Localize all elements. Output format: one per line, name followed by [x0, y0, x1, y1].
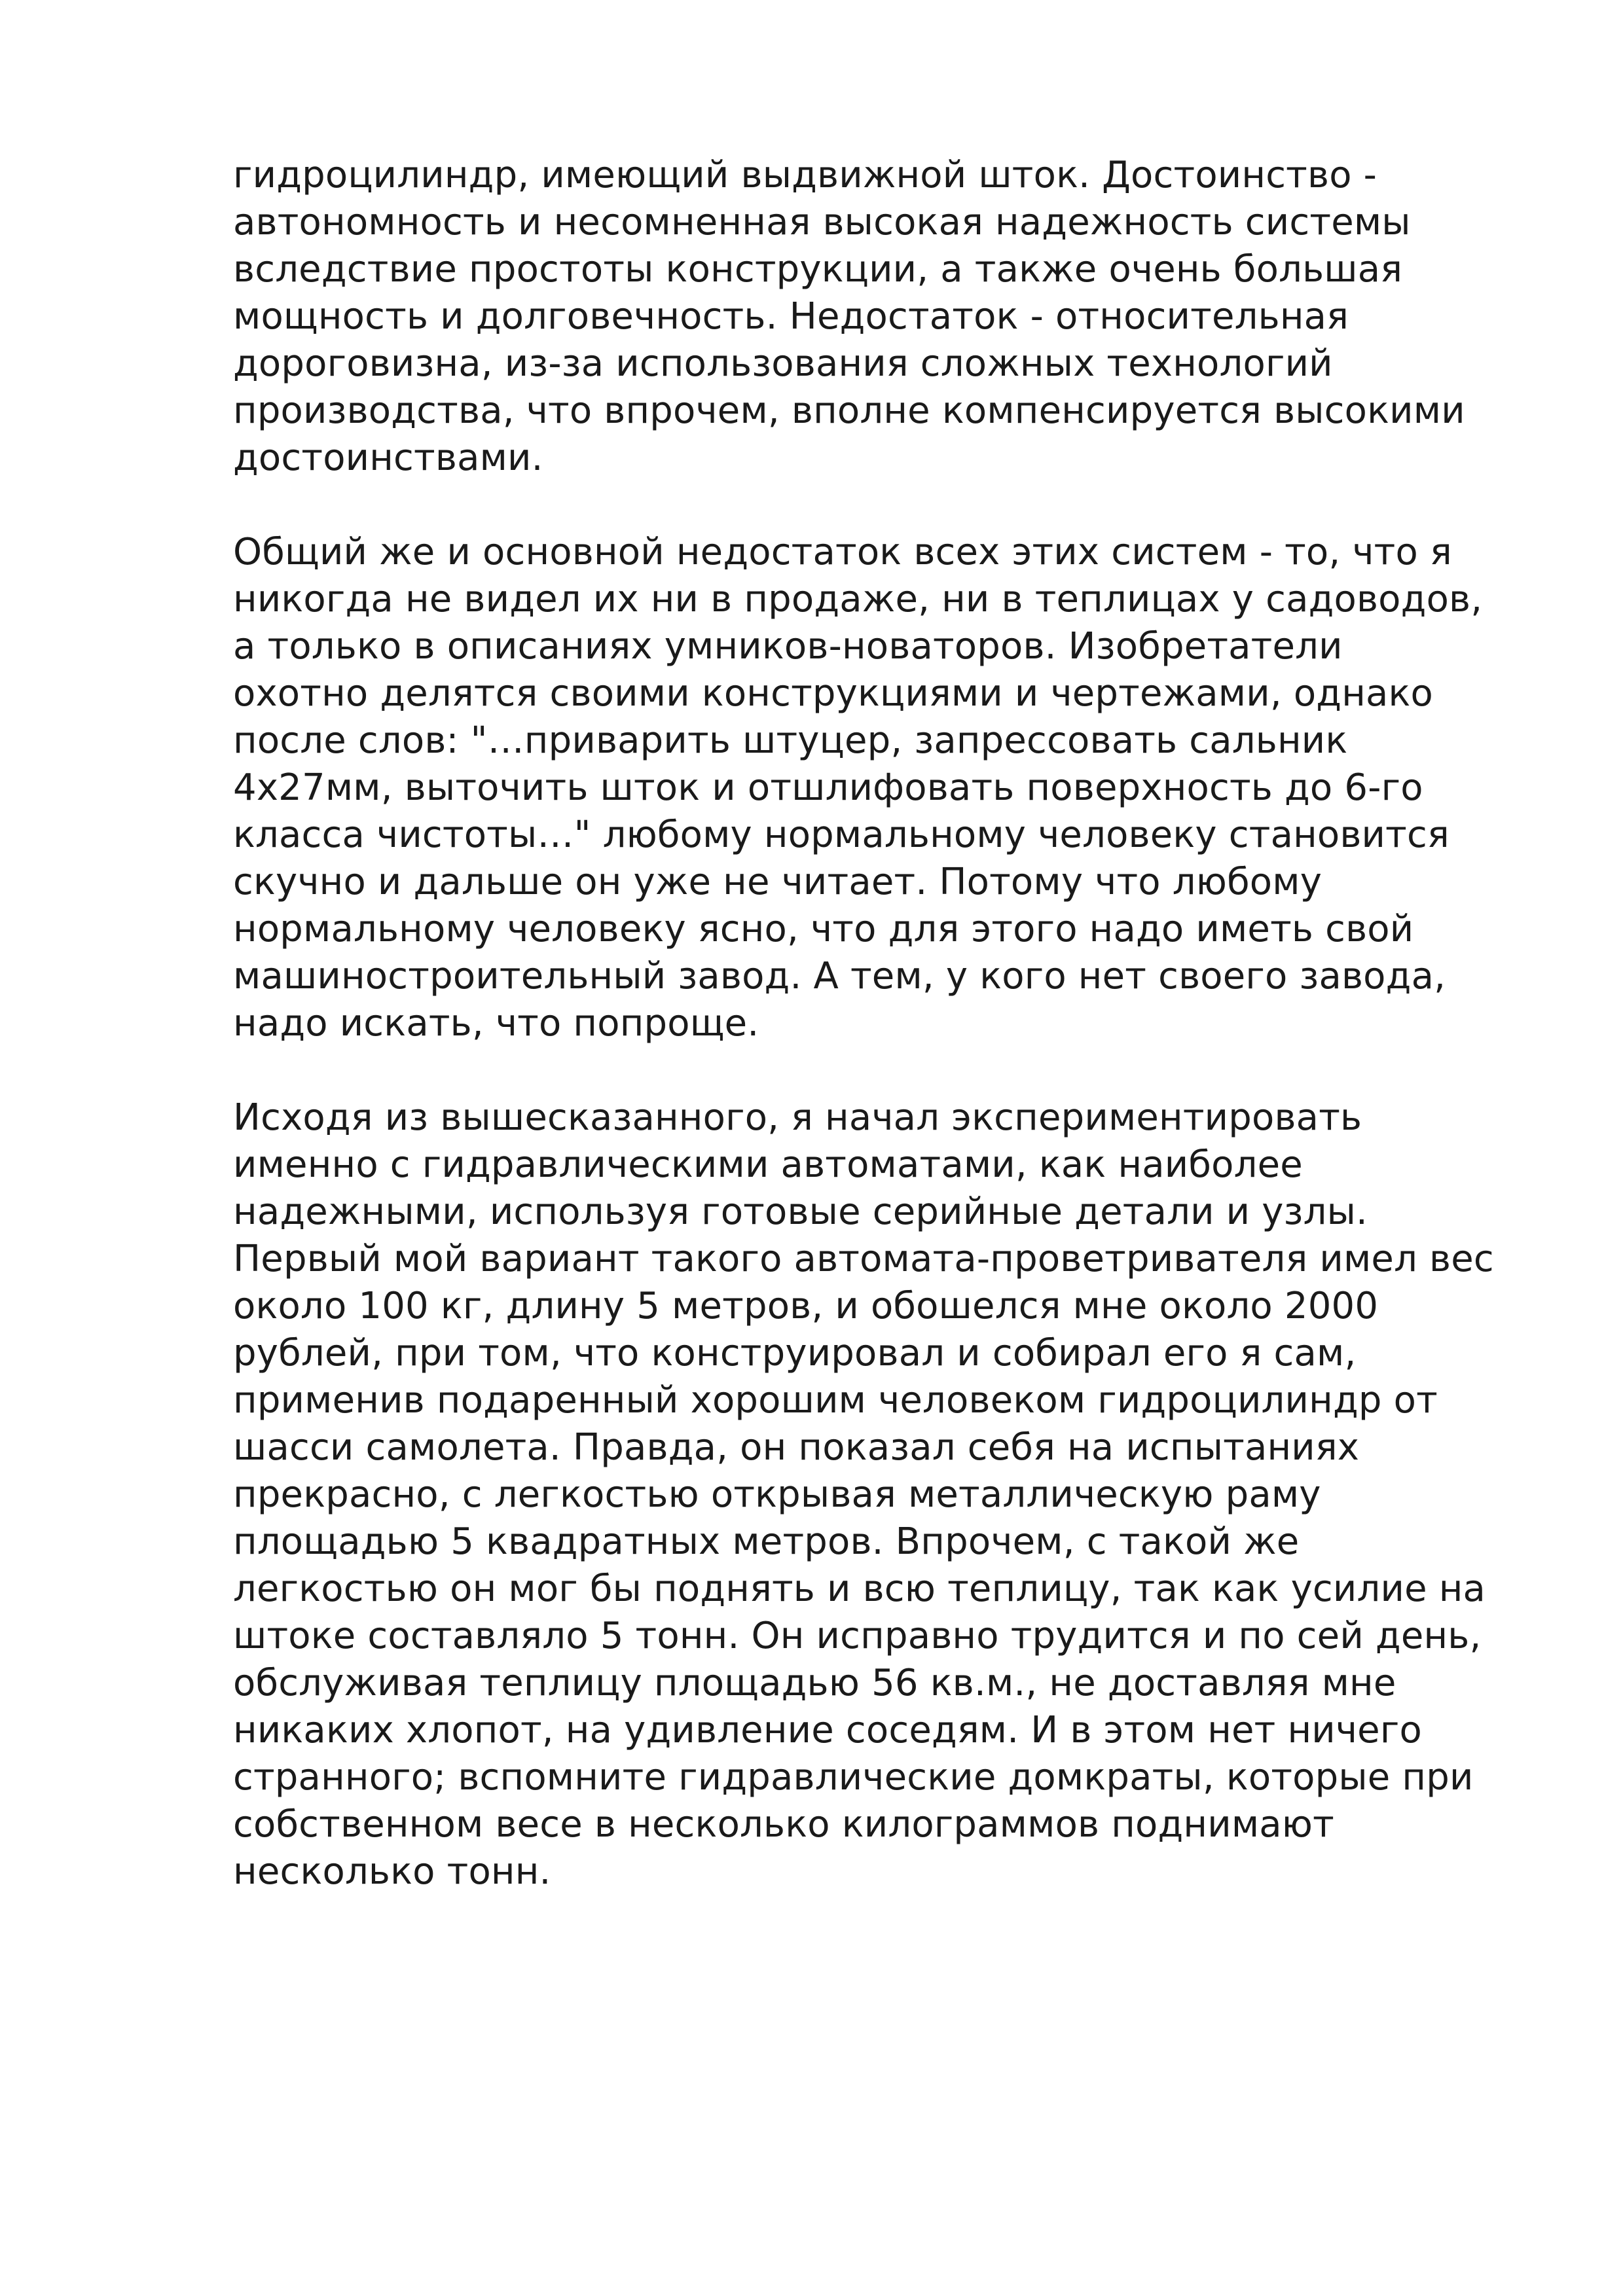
text-line: легкостью он мог бы поднять и всю теплицу, так как усилие на	[233, 1568, 1486, 1610]
paragraph-3	[233, 1094, 1542, 1895]
text-line: Исходя из вышесказанного, я начал экспериментировать	[233, 1096, 1362, 1139]
text-line: класса чистоты…" любому нормальному человеку становится	[233, 814, 1450, 856]
text-line: после слов: "…приварить штуцер, запрессовать сальник	[233, 719, 1348, 762]
text-line: достоинствами.	[233, 437, 543, 479]
body-text	[233, 152, 1542, 1943]
text-line: никаких хлопот, на удивление соседям. И в этом нет ничего	[233, 1709, 1422, 1751]
text-line: штоке составляло 5 тонн. Он исправно трудится и по сей день,	[233, 1615, 1482, 1657]
text-line: надежными, используя готовые серийные детали и узлы.	[233, 1191, 1368, 1233]
text-line: около 100 кг, длину 5 метров, и обошелся мне около 2000	[233, 1285, 1379, 1327]
text-line: надо искать, что попроще.	[233, 1002, 759, 1045]
text-line: именно с гидравлическими автоматами, как наиболее	[233, 1143, 1303, 1186]
text-line: мощность и долговечность. Недостаток - относительная	[233, 295, 1349, 338]
text-line: вследствие простоты конструкции, а также очень большая	[233, 248, 1403, 291]
text-line: никогда не видел их ни в продаже, ни в теплицах у садоводов,	[233, 578, 1483, 620]
text-line: нормальному человеку ясно, что для этого надо иметь свой	[233, 908, 1414, 950]
text-line: Общий же и основной недостаток всех этих систем - то, что я	[233, 531, 1452, 573]
text-line: шасси самолета. Правда, он показал себя на испытаниях	[233, 1426, 1360, 1469]
text-line: странного; вспомните гидравлические домкраты, которые при	[233, 1756, 1474, 1799]
text-line: гидроцилиндр, имеющий выдвижной шток. Достоинство -	[233, 154, 1377, 196]
text-line: применив подаренный хорошим человеком гидроцилиндр от	[233, 1379, 1438, 1422]
text-line: собственном весе в несколько килограммов поднимают	[233, 1803, 1334, 1846]
text-line: 4х27мм, выточить шток и отшлифовать поверхность до 6-го	[233, 766, 1423, 809]
text-line: а только в описаниях умников-новаторов. Изобретатели	[233, 625, 1343, 668]
text-line: машиностроительный завод. А тем, у кого нет своего завода,	[233, 955, 1446, 997]
text-line: производства, что впрочем, вполне компенсируется высокими	[233, 389, 1465, 432]
text-line: скучно и дальше он уже не читает. Потому что любому	[233, 861, 1322, 903]
text-line: дороговизна, из-за использования сложных технологий	[233, 342, 1333, 385]
text-line: охотно делятся своими конструкциями и чертежами, однако	[233, 672, 1434, 715]
text-line: рублей, при том, что конструировал и собирал его я сам,	[233, 1332, 1357, 1374]
paragraph-1	[233, 152, 1542, 482]
text-line: Первый мой вариант такого автомата-проветривателя имел вес	[233, 1238, 1494, 1280]
text-line: прекрасно, с легкостью открывая металлическую раму	[233, 1473, 1321, 1516]
text-line: несколько тонн.	[233, 1850, 551, 1893]
text-line: автономность и несомненная высокая надежность системы	[233, 201, 1411, 243]
text-line: обслуживая теплицу площадью 56 кв.м., не доставляя мне	[233, 1662, 1396, 1704]
paragraph-2	[233, 529, 1542, 1047]
text-line: площадью 5 квадратных метров. Впрочем, с такой же	[233, 1520, 1300, 1563]
